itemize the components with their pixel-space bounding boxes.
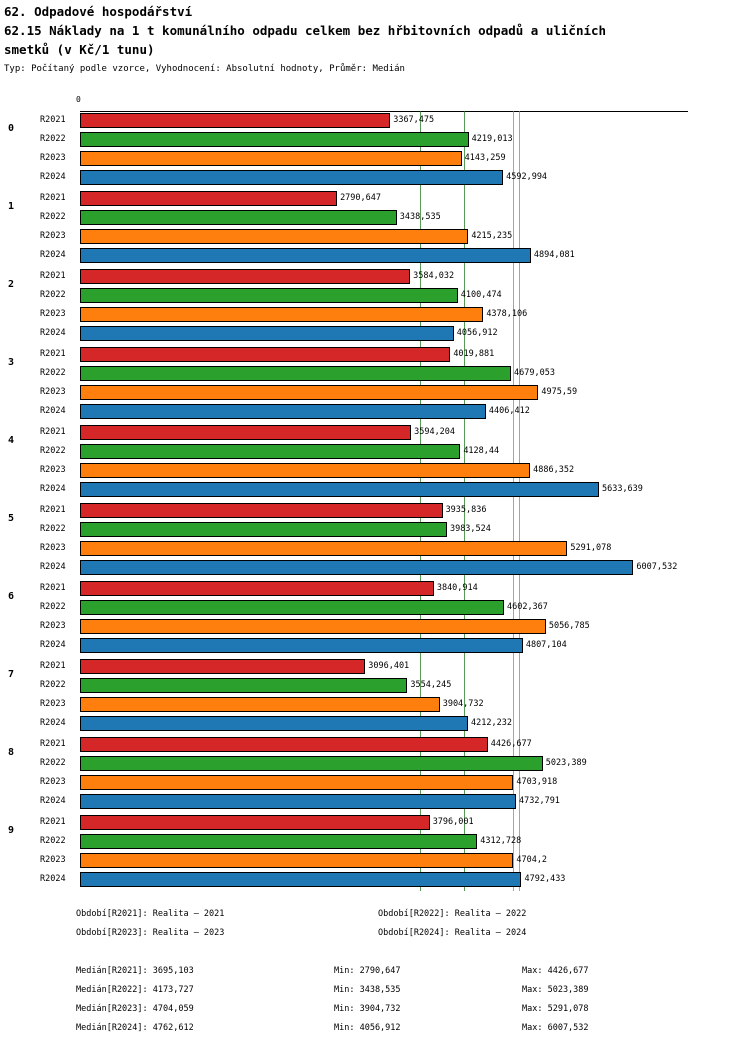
bar-value-label: 5633,639 (601, 484, 643, 494)
bar-r2021[interactable] (80, 191, 337, 206)
chart-legend (0, 905, 750, 943)
legend-item-r2024: Období[R2024]: Realita – 2024 (378, 928, 527, 938)
series-row-label: R2024 (40, 874, 66, 884)
chart-bar-row (0, 402, 750, 421)
series-row-label: R2024 (40, 172, 66, 182)
series-row-label: R2021 (40, 349, 66, 359)
chart-bar-row (0, 246, 750, 265)
series-row-label: R2024 (40, 796, 66, 806)
bar-r2022[interactable] (80, 132, 469, 147)
chart-bar-row (0, 267, 750, 286)
chart-bar-row (0, 364, 750, 383)
bar-value-label: 3594,204 (414, 427, 456, 437)
series-row-label: R2022 (40, 758, 66, 768)
stats-max-r2024: Max: 6007,532 (522, 1023, 589, 1033)
stats-median-r2022: Medián[R2022]: 4173,727 (76, 985, 194, 995)
group-index-label: 4 (8, 435, 15, 446)
bar-value-label: 4128,44 (463, 446, 500, 456)
group-index-label: 5 (8, 513, 15, 524)
series-row-label: R2022 (40, 290, 66, 300)
chart-group (0, 345, 750, 423)
bar-r2021[interactable] (80, 425, 411, 440)
group-index-label: 9 (8, 825, 15, 836)
chart-bar-row (0, 149, 750, 168)
chart-bar-row (0, 676, 750, 695)
bar-value-label: 4886,352 (533, 465, 575, 475)
chart-group (0, 267, 750, 345)
bar-value-label: 3796,001 (432, 817, 474, 827)
series-row-label: R2022 (40, 368, 66, 378)
bar-value-label: 4894,081 (533, 250, 575, 260)
chart-bar-row (0, 520, 750, 539)
chart-group (0, 735, 750, 813)
bar-value-label: 4679,053 (514, 368, 555, 378)
bar-value-label: 4312,728 (480, 836, 522, 846)
bar-r2021[interactable] (80, 737, 488, 752)
stats-min-r2021: Min: 2790,647 (334, 966, 401, 976)
stats-min-r2023: Min: 3904,732 (334, 1004, 401, 1014)
stats-median-r2021: Medián[R2021]: 3695,103 (76, 966, 194, 976)
chart-bar-row (0, 442, 750, 461)
series-row-label: R2021 (40, 427, 66, 437)
bar-value-label: 6007,532 (636, 562, 678, 572)
chart-group (0, 813, 750, 891)
stats-min-r2024: Min: 4056,912 (334, 1023, 401, 1033)
series-row-label: R2024 (40, 640, 66, 650)
bar-r2024[interactable] (80, 170, 503, 185)
group-index-label: 0 (8, 123, 15, 134)
bar-r2023[interactable] (80, 775, 513, 790)
chart-bar-row (0, 657, 750, 676)
bar-r2023[interactable] (80, 463, 530, 478)
header-line-1: 62. Odpadové hospodářství (4, 4, 193, 19)
series-row-label: R2022 (40, 524, 66, 534)
chart-bar-row (0, 227, 750, 246)
chart-bar-row (0, 773, 750, 792)
bar-value-label: 3904,732 (442, 699, 484, 709)
chart-bar-row (0, 383, 750, 402)
bar-r2024[interactable] (80, 404, 486, 419)
bar-value-label: 3983,524 (449, 524, 491, 534)
bar-r2022[interactable] (80, 522, 447, 537)
header-line-2: 62.15 Náklady na 1 t komunálního odpadu celkem bez hřbitovních odpadů a uličních (4, 23, 607, 38)
group-index-label: 3 (8, 357, 15, 368)
series-row-label: R2022 (40, 602, 66, 612)
bar-r2023[interactable] (80, 385, 538, 400)
chart-bar-row (0, 111, 750, 130)
bar-r2021[interactable] (80, 347, 450, 362)
bar-r2023[interactable] (80, 151, 462, 166)
bar-r2022[interactable] (80, 444, 460, 459)
chart-bar-row (0, 305, 750, 324)
chart-bar-row (0, 168, 750, 187)
bar-r2024[interactable] (80, 638, 523, 653)
stats-median-r2023: Medián[R2023]: 4704,059 (76, 1004, 194, 1014)
series-row-label: R2022 (40, 212, 66, 222)
bar-value-label: 4406,412 (488, 406, 530, 416)
chart-bar-row (0, 714, 750, 733)
legend-item-r2023: Období[R2023]: Realita – 2023 (76, 928, 225, 938)
stats-max-r2023: Max: 5291,078 (522, 1004, 589, 1014)
chart-bar-row (0, 324, 750, 343)
bar-r2024[interactable] (80, 248, 531, 263)
bar-value-label: 4732,791 (518, 796, 560, 806)
stats-row (0, 962, 750, 981)
chart-group (0, 501, 750, 579)
series-row-label: R2022 (40, 134, 66, 144)
chart-bar-row (0, 208, 750, 227)
bar-value-label: 3438,535 (399, 212, 441, 222)
chart-group (0, 423, 750, 501)
bar-value-label: 3935,836 (445, 505, 487, 515)
bar-value-label: 4807,104 (525, 640, 567, 650)
bar-value-label: 5291,078 (570, 543, 612, 553)
chart-bar-row (0, 130, 750, 149)
series-row-label: R2022 (40, 836, 66, 846)
series-row-label: R2021 (40, 583, 66, 593)
group-index-label: 2 (8, 279, 15, 290)
bar-value-label: 4215,235 (471, 231, 513, 241)
bar-value-label: 4143,259 (464, 153, 506, 163)
series-row-label: R2024 (40, 718, 66, 728)
bar-r2021[interactable] (80, 581, 434, 596)
chart-bar-row (0, 813, 750, 832)
chart-group (0, 579, 750, 657)
series-row-label: R2023 (40, 699, 66, 709)
group-index-label: 1 (8, 201, 15, 212)
group-index-label: 6 (8, 591, 15, 602)
bar-r2021[interactable] (80, 113, 390, 128)
chart-stats (0, 962, 750, 1038)
chart-bar-row (0, 579, 750, 598)
stats-max-r2022: Max: 5023,389 (522, 985, 589, 995)
chart-bar-row (0, 501, 750, 520)
bar-value-label: 4975,59 (541, 387, 578, 397)
series-row-label: R2021 (40, 271, 66, 281)
series-row-label: R2021 (40, 817, 66, 827)
chart-bar-row (0, 735, 750, 754)
series-row-label: R2023 (40, 309, 66, 319)
bar-r2021[interactable] (80, 503, 443, 518)
chart-bar-row (0, 792, 750, 811)
legend-item-r2021: Období[R2021]: Realita – 2021 (76, 909, 225, 919)
bar-value-label: 4219,013 (471, 134, 513, 144)
bar-value-label: 3584,032 (413, 271, 455, 281)
bar-r2023[interactable] (80, 229, 468, 244)
group-index-label: 7 (8, 669, 15, 680)
bar-r2022[interactable] (80, 834, 477, 849)
bar-r2022[interactable] (80, 756, 543, 771)
chart-bar-row (0, 851, 750, 870)
bar-value-label: 4212,232 (471, 718, 512, 728)
stats-row (0, 1000, 750, 1019)
bar-value-label: 4592,994 (506, 172, 548, 182)
series-row-label: R2023 (40, 855, 66, 865)
series-row-label: R2021 (40, 505, 66, 515)
legend-item-r2022: Období[R2022]: Realita – 2022 (378, 909, 527, 919)
bar-value-label: 2790,647 (340, 193, 382, 203)
bar-value-label: 3096,401 (368, 661, 410, 671)
series-row-label: R2023 (40, 231, 66, 241)
series-row-label: R2023 (40, 465, 66, 475)
series-row-label: R2021 (40, 661, 66, 671)
bar-r2023[interactable] (80, 307, 483, 322)
series-row-label: R2021 (40, 193, 66, 203)
bar-value-label: 4704,2 (516, 855, 548, 865)
series-row-label: R2024 (40, 484, 66, 494)
stats-max-r2021: Max: 4426,677 (522, 966, 589, 976)
stats-row (0, 981, 750, 1000)
bar-r2021[interactable] (80, 269, 410, 284)
chart-bar-row (0, 345, 750, 364)
chart-bar-row (0, 286, 750, 305)
series-row-label: R2024 (40, 250, 66, 260)
bar-value-label: 3367,475 (393, 115, 435, 125)
bar-r2022[interactable] (80, 366, 511, 381)
chart-bar-row (0, 870, 750, 889)
stats-min-r2022: Min: 3438,535 (334, 985, 401, 995)
bar-r2024[interactable] (80, 872, 521, 887)
series-row-label: R2023 (40, 543, 66, 553)
bar-r2024[interactable] (80, 560, 633, 575)
group-index-label: 8 (8, 747, 15, 758)
stats-median-r2024: Medián[R2024]: 4762,612 (76, 1023, 194, 1033)
chart-bar-row (0, 598, 750, 617)
bar-value-label: 4792,433 (524, 874, 566, 884)
bar-r2024[interactable] (80, 482, 599, 497)
axis-zero-label: 0 (76, 95, 81, 104)
bar-r2024[interactable] (80, 716, 468, 731)
bar-value-label: 4019,881 (453, 349, 495, 359)
bar-r2022[interactable] (80, 210, 397, 225)
series-row-label: R2022 (40, 446, 66, 456)
chart-group (0, 657, 750, 735)
bar-value-label: 5056,785 (548, 621, 590, 631)
series-row-label: R2023 (40, 621, 66, 631)
series-row-label: R2021 (40, 115, 66, 125)
chart-bar-row (0, 617, 750, 636)
chart-bar-row (0, 695, 750, 714)
bar-r2023[interactable] (80, 619, 546, 634)
chart-bar-row (0, 423, 750, 442)
bar-r2023[interactable] (80, 541, 567, 556)
bar-r2021[interactable] (80, 815, 430, 830)
header-subtitle: Typ: Počítaný podle vzorce, Vyhodnocení: Absolutní hodnoty, Průměr: Medián (4, 64, 405, 74)
bar-value-label: 5023,389 (545, 758, 587, 768)
chart-group (0, 189, 750, 267)
chart-group (0, 111, 750, 189)
chart-bar-row (0, 461, 750, 480)
bar-value-label: 4378,106 (486, 309, 528, 319)
header-line-3: smetků (v Kč/1 tunu) (4, 42, 155, 57)
series-row-label: R2023 (40, 777, 66, 787)
series-row-label: R2024 (40, 562, 66, 572)
chart-bar-row (0, 832, 750, 851)
series-row-label: R2024 (40, 406, 66, 416)
bar-value-label: 4703,918 (516, 777, 558, 787)
chart-bar-row (0, 539, 750, 558)
bar-r2022[interactable] (80, 288, 458, 303)
bar-r2021[interactable] (80, 659, 365, 674)
bar-r2023[interactable] (80, 853, 513, 868)
series-row-label: R2022 (40, 680, 66, 690)
series-row-label: R2024 (40, 328, 66, 338)
chart-bar-row (0, 189, 750, 208)
bar-value-label: 4056,912 (456, 328, 498, 338)
bar-value-label: 4426,677 (490, 739, 532, 749)
bar-r2024[interactable] (80, 794, 516, 809)
bar-r2023[interactable] (80, 697, 440, 712)
bar-value-label: 4100,474 (460, 290, 502, 300)
series-row-label: R2023 (40, 153, 66, 163)
bar-value-label: 3554,245 (410, 680, 452, 690)
bar-r2022[interactable] (80, 678, 407, 693)
chart-bar-row (0, 558, 750, 577)
bar-value-label: 4602,367 (506, 602, 548, 612)
bar-r2024[interactable] (80, 326, 454, 341)
chart-bar-row (0, 636, 750, 655)
bar-value-label: 3840,914 (436, 583, 478, 593)
chart-bar-row (0, 754, 750, 773)
series-row-label: R2021 (40, 739, 66, 749)
bar-r2022[interactable] (80, 600, 504, 615)
series-row-label: R2023 (40, 387, 66, 397)
chart-header (4, 2, 748, 76)
chart-plot-area (0, 95, 750, 895)
chart-bar-row (0, 480, 750, 499)
stats-row (0, 1019, 750, 1038)
